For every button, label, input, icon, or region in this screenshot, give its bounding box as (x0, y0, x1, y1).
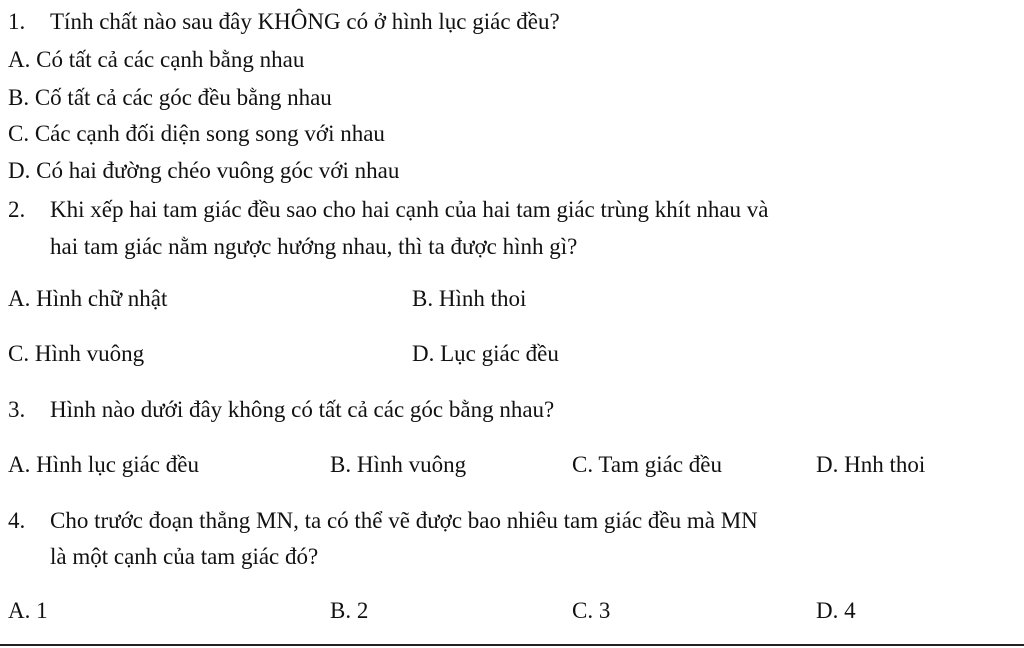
question-1-option-a: A. Có tất cả các cạnh bằng nhau (8, 47, 305, 72)
question-text: Tính chất nào sau đây KHÔNG có ở hình lục giác đều? (50, 9, 560, 34)
question-text-line-1: Cho trước đoạn thẳng MN, ta có thể vẽ được bao nhiêu tam giác đều mà MN (50, 508, 758, 533)
question-2-text-line-2: hai tam giác nằm ngược hướng nhau, thì ta được hình gì? (50, 234, 578, 259)
question-2 (8, 196, 769, 224)
question-4-text-line-2: là một cạnh của tam giác đó? (50, 544, 319, 569)
question-1-option-d: D. Có hai đường chéo vuông góc với nhau (8, 158, 400, 183)
question-number: 3. (8, 397, 26, 422)
question-1-option-c: C. Các cạnh đối diện song song với nhau (8, 121, 385, 146)
question-text: Hình nào dưới đây không có tất cả các góc bằng nhau? (50, 397, 555, 422)
question-4-option-d: D. 4 (816, 598, 856, 623)
question-4-option-b: B. 2 (330, 598, 369, 623)
question-number: 4. (8, 508, 26, 533)
question-text-line-1: Khi xếp hai tam giác đều sao cho hai cạnh của hai tam giác trùng khít nhau và (50, 197, 769, 222)
question-number: 2. (8, 197, 26, 222)
question-3-option-d: D. Hnh thoi (816, 452, 926, 477)
question-4-option-a: A. 1 (8, 598, 48, 623)
question-3-option-a: A. Hình lục giác đều (8, 452, 199, 477)
question-number: 1. (8, 9, 26, 34)
question-3 (8, 396, 554, 424)
question-1 (8, 8, 560, 36)
question-1-option-b: B. Cố tất cả các góc đều bằng nhau (8, 85, 332, 110)
question-4 (8, 507, 758, 535)
question-3-option-b: B. Hình vuông (330, 452, 467, 477)
question-3-option-c: C. Tam giác đều (572, 452, 722, 477)
question-4-option-c: C. 3 (572, 598, 611, 623)
question-2-option-a: A. Hình chữ nhật (8, 286, 168, 311)
question-2-option-b: B. Hình thoi (412, 286, 527, 311)
question-2-option-c: C. Hình vuông (8, 341, 145, 366)
question-2-option-d: D. Lục giác đều (412, 341, 559, 366)
bottom-rule (0, 644, 1024, 646)
